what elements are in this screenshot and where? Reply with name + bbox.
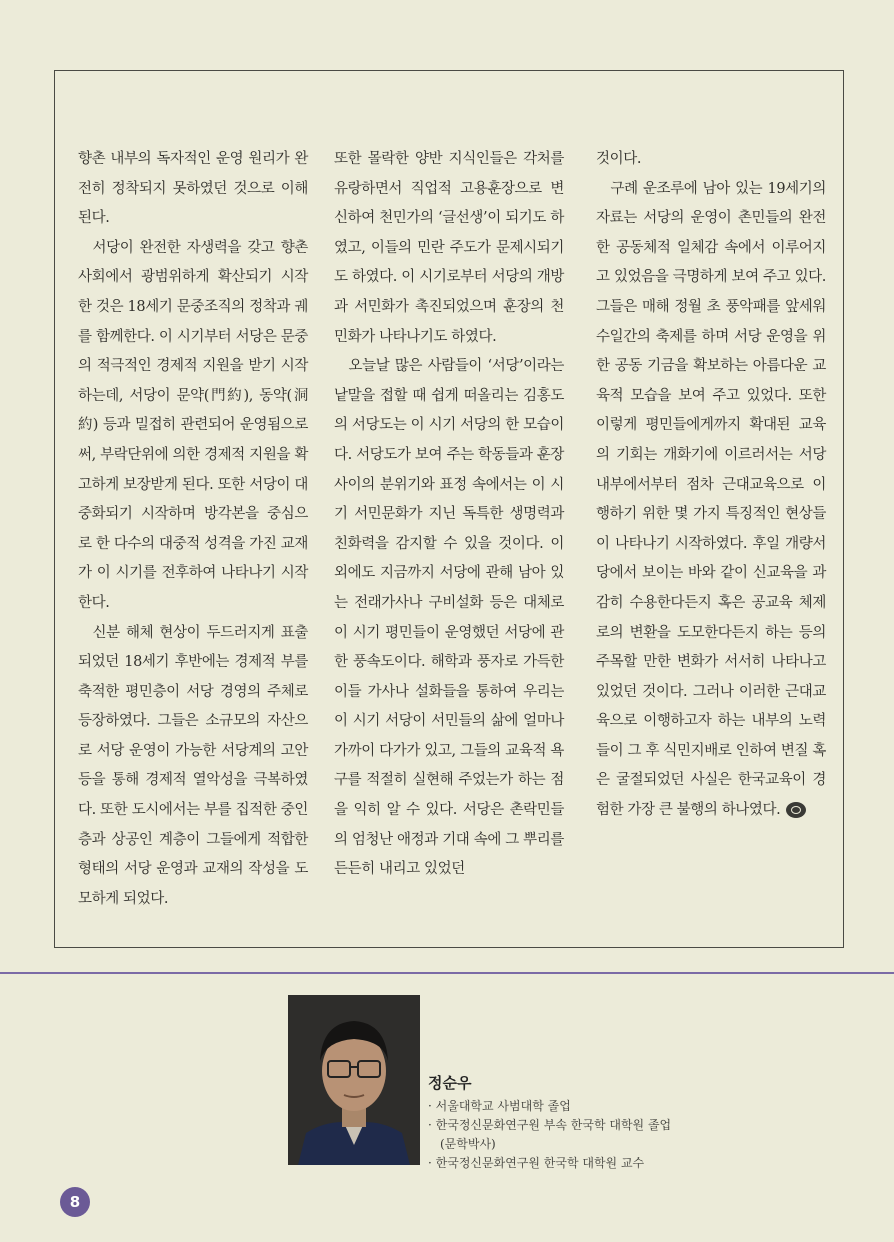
paragraph: 서당이 완전한 자생력을 갖고 향촌사회에서 광범위하게 확산되기 시작한 것은 18세기 문중조직의 정착과 궤를 함께한다. 이 시기부터 서당은 문중의 적극적인 경제적 지원을 받기 시작하는데, 서당이 문약(門約), 동약(洞約) 등과 밀접히 관련되어 운영됨으로써, 부락단위에 의한 경제적 지원을 확고하게 보장받게 된다. 또한 서당이 대중화되기 시작하며 방각본을 중심으로 한 다수의 대중적 성격을 가진 교재가 이 시기를 전후하여 나타나기 시작한다.: [78, 239, 308, 611]
author-bio: [428, 1097, 671, 1173]
author-name: 정순우: [428, 1074, 472, 1092]
paragraph: 신분 해체 현상이 두드러지게 표출되었던 18세기 후반에는 경제적 부를 축적한 평민층이 서당 경영의 주체로 등장하였다. 그들은 소규모의 자산으로 서당 운영이 가능한 서당계의 고안 등을 통해 경제적 열악성을 극복하였다. 또한 도시에서는 부를 집적한 중인층과 상공인 계층이 그들에게 적합한 형태의 서당 운영과 교재의 작성을 도모하게 되었다.: [78, 624, 308, 907]
article-column-3: [596, 145, 826, 826]
article-column-1: [78, 145, 308, 914]
paragraph: 향촌 내부의 독자적인 운영 원리가 완전히 정착되지 못하였던 것으로 이해된다.: [78, 151, 308, 227]
paragraph: [596, 175, 826, 826]
article-column-2: [334, 145, 564, 885]
author-info: [428, 1072, 671, 1173]
paragraph: 것이다.: [596, 151, 642, 167]
author-photo: [288, 995, 420, 1165]
section-divider: [0, 972, 894, 974]
paragraph: 또한 몰락한 양반 지식인들은 각처를 유랑하면서 직업적 고용훈장으로 변신하여 천민가의 ‘글선생’이 되기도 하였고, 이들의 민란 주도가 문제시되기도 하였다. 이 시기로부터 서당의 개방과 서민화가 촉진되었으며 훈장의 천민화가 나타나기도 하였다.: [334, 151, 564, 345]
paragraph-text: 구례 운조루에 남아 있는 19세기의 자료는 서당의 운영이 촌민들의 완전한 공동체적 일체감 속에서 이루어지고 있었음을 극명하게 보여 주고 있다. 그들은 매해 정월 초 풍악패를 앞세워 수일간의 축제를 하며 서당 운영을 위한 공동 기금을 확보하는 아름다운 교육적 모습을 보여 주고 있었다. 또한 이렇게 평민들에게까지 확대된 교육의 기회는 개화기에 이르러서는 서당 내부에서부터 점차 근대교육으로 이행하기 위한 몇 가지 특징적인 현상들이 나타나기 시작하였다. 후일 개량서당에서 보이는 바와 같이 신교육을 과감히 수용한다든지 혹은 공교육 체제로의 변환을 도모한다든지 하는 등의 주목할 만한 변화가 서서히 나타나고 있었던 것이다. 그러나 이러한 근대교육으로 이행하고자 하는 내부의 노력들이 그 후 식민지배로 인하여 변질 혹은 굴절되었던 사실은 한국교육이 경험한 가장 큰 불행의 하나였다.: [596, 180, 826, 819]
paragraph: 오늘날 많은 사람들이 ‘서당’이라는 낱말을 접할 때 쉽게 떠올리는 김홍도의 서당도는 이 시기 서당의 한 모습이다. 서당도가 보여 주는 학동들과 훈장 사이의 분위기와 표정 속에서는 이 시기 서민문화가 지닌 독특한 생명력과 친화력을 감지할 수 있을 것이다. 이 외에도 지금까지 서당에 관해 남아 있는 전래가사나 구비설화 등은 대체로 이 시기 평민들이 운영했던 서당에 관한 풍속도이다. 해학과 풍자로 가득한 이들 가사나 설화들을 통하여 우리는 이 시기 서당이 서민들의 삶에 얼마나 가까이 다가가 있고, 그들의 교육적 욕구를 적절히 실현해 주었는가 하는 점을 익히 알 수 있다. 서당은 촌락민들의 엄청난 애정과 기대 속에 그 뿌리를 든든히 내리고 있었던: [334, 358, 564, 878]
end-mark-icon: [786, 802, 806, 818]
bio-item: · 한국정신문화연구원 한국학 대학원 교수: [428, 1154, 671, 1173]
bio-item: · 한국정신문화연구원 부속 한국학 대학원 졸업: [428, 1116, 671, 1135]
page-number: 8: [60, 1187, 90, 1217]
bio-item: · 서울대학교 사범대학 졸업: [428, 1097, 671, 1116]
bio-item: (문학박사): [440, 1137, 496, 1151]
